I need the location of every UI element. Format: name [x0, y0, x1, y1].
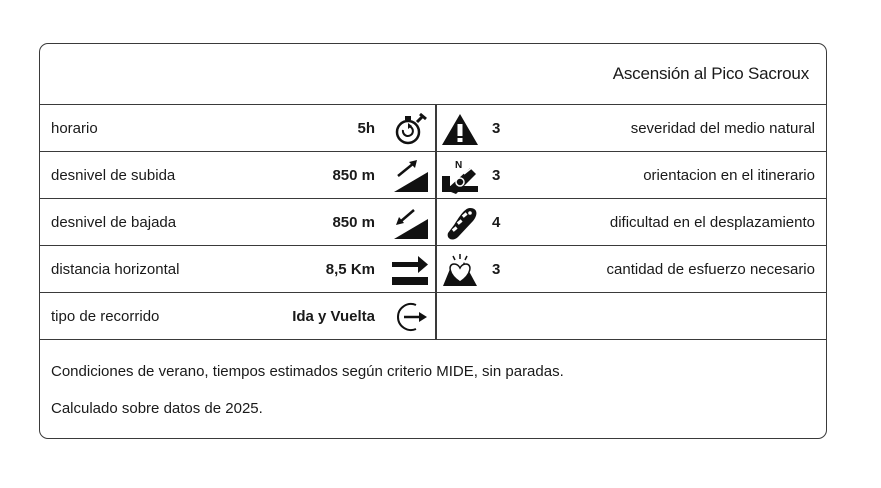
row-label: tipo de recorrido: [51, 308, 160, 325]
row-value: 850 m: [332, 167, 375, 184]
criterion-label: cantidad de esfuerzo necesario: [606, 261, 815, 278]
criterion-label: dificultad en el desplazamiento: [609, 214, 815, 231]
warning-triangle-icon: [440, 111, 480, 147]
row-value: 850 m: [332, 214, 375, 231]
mide-info-card: [39, 43, 827, 439]
boot-sole-icon: [440, 205, 480, 241]
ascent-arrow-icon: [390, 158, 430, 194]
title-row: [40, 44, 826, 105]
score: 3: [492, 167, 501, 184]
column-divider: [435, 105, 437, 340]
row-desnivel-subida: [40, 152, 826, 199]
row-value: 5h: [357, 120, 375, 137]
row-desnivel-bajada: [40, 199, 826, 246]
row-label: desnivel de bajada: [51, 214, 177, 231]
criterion-label: orientacion en el itinerario: [643, 167, 815, 184]
route-title: Ascensión al Pico Sacroux: [612, 64, 809, 83]
row-value: 8,5 Km: [325, 261, 375, 278]
heart-effort-icon: [440, 252, 480, 288]
row-tipo-recorrido: [40, 293, 826, 340]
stopwatch-icon: [390, 111, 430, 147]
svg-text:N: N: [455, 160, 463, 171]
row-label: desnivel de subida: [51, 167, 176, 184]
distance-arrow-icon: [390, 252, 430, 288]
score: 3: [492, 261, 501, 278]
note-data-year: Calculado sobre datos de 2025.: [51, 400, 263, 417]
note-conditions: Condiciones de verano, tiempos estimados según criterio MIDE, sin paradas.: [51, 363, 564, 380]
criterion-label: severidad del medio natural: [630, 120, 815, 137]
score: 3: [492, 120, 501, 137]
row-label: horario: [51, 120, 98, 137]
compass-orientation-icon: [440, 158, 480, 194]
row-distancia-horizontal: [40, 246, 826, 293]
row-value: Ida y Vuelta: [292, 308, 375, 325]
descent-arrow-icon: [390, 205, 430, 241]
score: 4: [492, 214, 501, 231]
row-label: distancia horizontal: [51, 261, 180, 278]
notes: [51, 364, 564, 438]
round-trip-icon: [390, 299, 430, 335]
row-horario: [40, 105, 826, 152]
